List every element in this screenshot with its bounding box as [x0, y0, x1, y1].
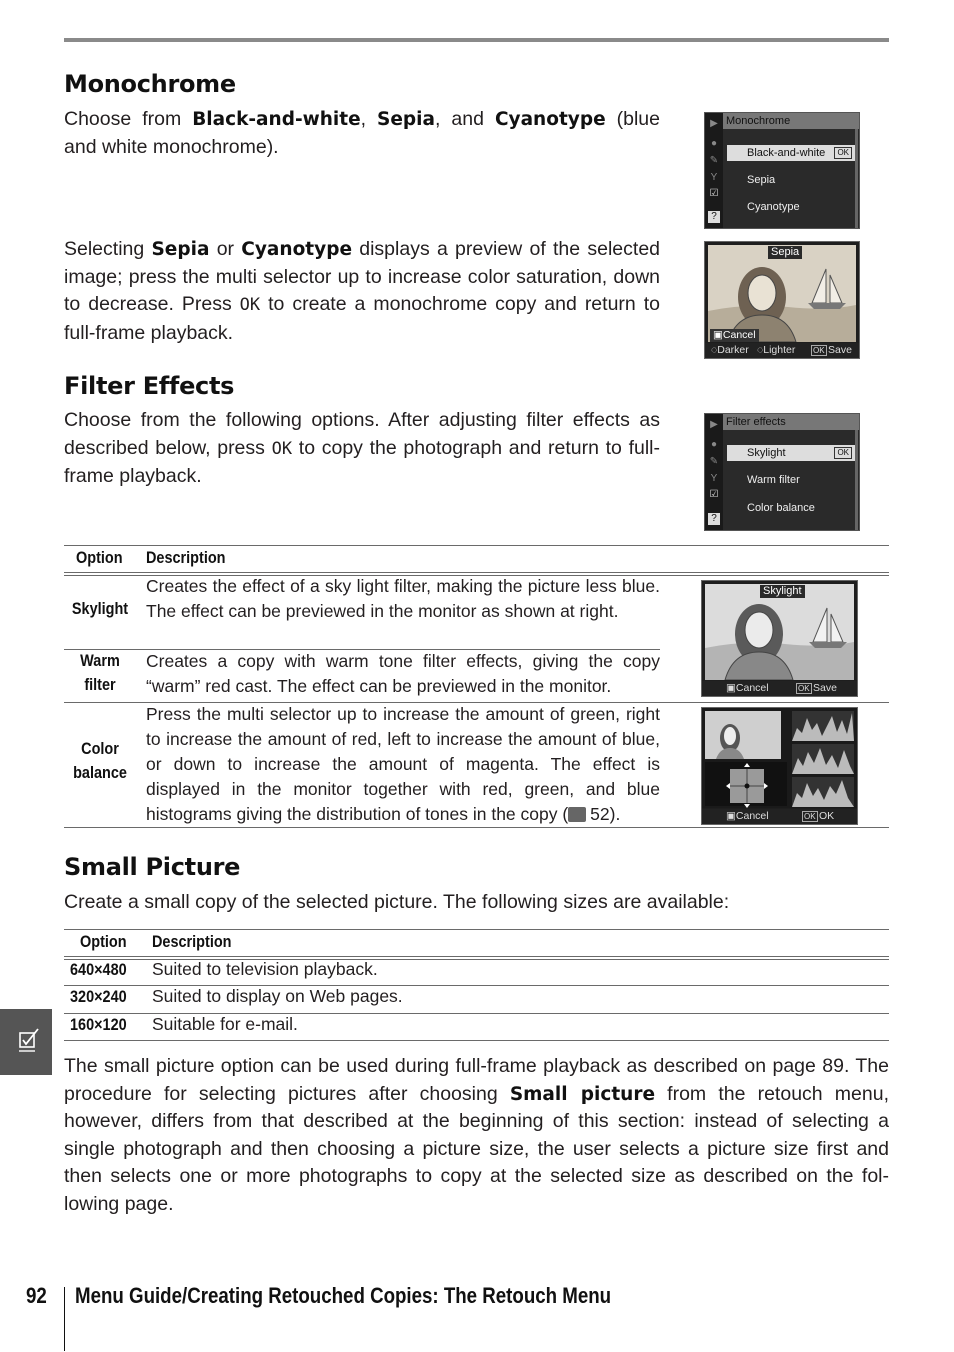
pencil-icon: ✎: [709, 155, 719, 166]
table-rule: [64, 545, 889, 546]
preview-image: [705, 584, 854, 680]
preview-footer: [705, 343, 859, 358]
monochrome-menu-screen: [704, 112, 860, 229]
menu-item-cyanotype[interactable]: Cyanotype: [747, 201, 800, 213]
description-warm-filter: Creates a copy with warm tone filter effects, giving the copy “warm” red cast. The effect can be previewed in the monitor.: [146, 651, 660, 696]
help-icon: ?: [708, 211, 720, 223]
col-header-option: Option: [80, 932, 127, 951]
ok-badge: OK: [804, 812, 816, 821]
small-picture-table: [64, 929, 889, 1041]
color-balance-preview-screen: [701, 707, 858, 825]
help-icon: ?: [708, 513, 720, 525]
table-rule: [64, 572, 889, 573]
skylight-label: Skylight: [760, 585, 805, 598]
retouch-icon: ☑: [709, 188, 719, 199]
monochrome-heading: Monochrome: [64, 70, 236, 98]
description-160x120: Suitable for e-mail.: [152, 1014, 298, 1034]
preview-footer: [702, 681, 857, 696]
menu-item-skylight[interactable]: Skylight OK: [727, 445, 855, 461]
footer-divider: [64, 1287, 65, 1351]
cancel-hint: ▣Cancel: [710, 329, 759, 342]
menu-item-black-and-white[interactable]: Black-and-white OK: [727, 145, 855, 161]
menu-sidebar: [705, 113, 723, 228]
retouch-icon: [0, 1009, 52, 1075]
menu-item-warm-filter[interactable]: Warm filter: [747, 474, 800, 486]
description-640x480: Suited to television playback.: [152, 959, 378, 979]
filter-effects-heading: Filter Effects: [64, 372, 235, 400]
menu-title: Monochrome: [723, 113, 859, 129]
option-color-balance: Color balance: [73, 739, 127, 782]
table-rule: [64, 827, 889, 828]
table-rule: [64, 929, 889, 930]
lighter-hint: ◌Lighter: [757, 344, 796, 356]
ok-badge: OK: [813, 346, 825, 355]
monochrome-detail: Selecting Sepia or Cyanotype displays a preview of the selected image; press the multi selector up to increase color saturation, down to decrease. Press OK to create a monochrome copy and return to full-frame playback.: [64, 238, 661, 344]
menu-scrollbar: [855, 430, 858, 530]
small-picture-heading: Small Picture: [64, 853, 241, 881]
page-number: 92: [26, 1283, 47, 1308]
small-picture-intro: Create a small copy of the selected picture. The following sizes are available:: [64, 891, 730, 913]
option-skylight: Skylight: [71, 599, 129, 618]
option-warm-filter: Warm filter: [80, 651, 120, 694]
cancel-hint: ▣Cancel: [726, 810, 769, 822]
footer-title: Menu Guide/Creating Retouched Copies: The Retouch Menu: [75, 1283, 612, 1308]
description-skylight: Creates the effect of a sky light filter, making the picture less blue. The effect can be previewed in the monitor as shown at right.: [146, 576, 660, 621]
portrait-illustration: [708, 245, 856, 342]
darker-hint: ◌Darker: [711, 344, 749, 356]
portrait-illustration: [705, 584, 854, 680]
monochrome-intro: Choose from Black-and-white, Sepia, and Cyanotype (blue and white monochrome).: [64, 108, 660, 158]
skylight-preview-screen: [701, 580, 858, 697]
sepia-label: Sepia: [768, 246, 802, 259]
filter-effects-menu-screen: [704, 413, 860, 531]
menu-item-sepia[interactable]: Sepia: [747, 174, 776, 186]
filter-effects-intro: Choose from the following options. After adjusting filter effects as described below, press OK to copy the photograph and return to full-frame playback.: [64, 409, 661, 487]
cancel-hint: ▣Cancel: [726, 682, 769, 694]
save-hint: Save: [813, 682, 837, 694]
ok-badge: OK: [798, 684, 810, 693]
menu-title: Filter effects: [723, 414, 859, 430]
description-color-balance: Press the multi selector up to increase the amount of green, right to increase the amount of red, left to increase the amount of blue, or down to increase the amount of magenta. The effect is displayed in the monitor together with red, green, and blue histograms giving the distribution of tones in the copy ( 52).: [146, 704, 660, 824]
playback-icon: ▶: [710, 118, 718, 129]
col-header-option: Option: [76, 548, 123, 567]
small-picture-outro: The small picture option can be used during full-frame playback as described on page 89. The procedure for selecting pictures after choosing Small picture from the retouch menu, however, differs from that described at the beginning of this section: instead of selecting a single photograph and then choosing a picture size, the user selects a picture size first and then selects one or more photographs to copy at the selected size as described on the fol-lowing page.: [64, 1055, 889, 1215]
camera-icon: [568, 807, 586, 822]
col-header-description: Description: [146, 548, 226, 567]
table-rule: [64, 1040, 889, 1041]
camera-icon: ●: [710, 138, 718, 149]
col-header-description: Description: [152, 932, 232, 951]
option-160x120: 160×120: [70, 1015, 127, 1034]
ok-hint: OK: [819, 810, 835, 822]
camera-icon: ●: [710, 439, 718, 450]
section-tab: [0, 1009, 52, 1075]
menu-scrollbar: [855, 129, 858, 228]
save-hint: Save: [828, 344, 852, 356]
pencil-icon: ✎: [709, 456, 719, 467]
color-balance-display: [702, 708, 857, 808]
top-rule: [64, 38, 889, 42]
option-640x480: 640×480: [70, 960, 127, 979]
option-320x240: 320×240: [70, 987, 127, 1006]
ok-badge: OK: [834, 147, 852, 159]
menu-sidebar: [705, 414, 723, 530]
ok-badge: OK: [834, 447, 852, 459]
retouch-icon: ☑: [709, 489, 719, 500]
menu-item-color-balance[interactable]: Color balance: [747, 502, 815, 514]
description-320x240: Suited to display on Web pages.: [152, 986, 403, 1006]
wrench-icon: Y: [710, 473, 718, 484]
playback-icon: ▶: [710, 419, 718, 430]
wrench-icon: Y: [710, 172, 718, 183]
preview-image: [708, 245, 856, 342]
sepia-preview-screen: [704, 241, 860, 359]
preview-footer: [702, 809, 857, 824]
